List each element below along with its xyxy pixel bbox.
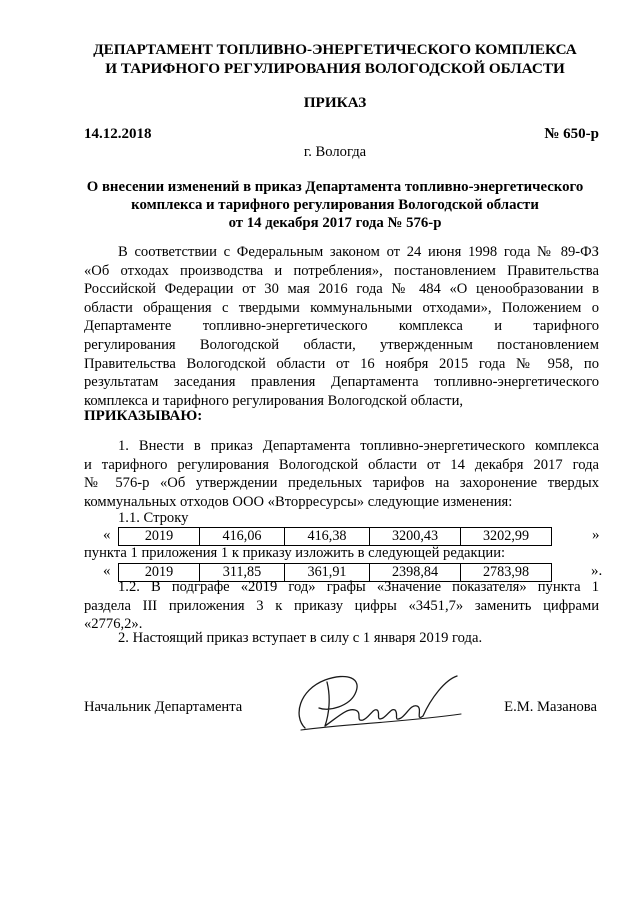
table-cell: 2398,84: [370, 564, 461, 582]
quote-close-dot: ».: [591, 563, 603, 579]
subject-line-1: О внесении изменений в приказ Департамента топливно-энергетического: [86, 179, 584, 195]
preamble-line: Правительства Вологодской области от 16 ноября 2015 года № 958, по: [84, 355, 599, 372]
quote-close: »: [592, 527, 600, 543]
preamble-line: Российской Федерации от 30 мая 2016 года № 484 «О ценообразовании в: [84, 281, 599, 298]
preamble-line: комплекса и тарифного регулирования Вологодской области,: [84, 392, 464, 409]
doc-date: 14.12.2018: [84, 126, 152, 142]
handwritten-signature: [285, 668, 465, 740]
item-1-line: № 576-р «Об утверждении предельных тарифов на захоронение твердых: [84, 475, 599, 492]
preamble-line: В соответствии с Федеральным законом от 24 июня 1998 года № 89-ФЗ: [118, 244, 599, 260]
item-1-2-line: раздела III приложения 3 к приказу цифры «3451,7» заменить цифрами: [84, 597, 599, 614]
item-1-2-line: 1.2. В подграфе «2019 год» графы «Значение показателя» пункта 1: [118, 579, 599, 595]
preamble-line: «Об отходах производства и потребления», постановлением Правительства: [84, 262, 599, 279]
table-cell: 2783,98: [461, 564, 552, 582]
item-1-line: и тарифного регулирования Вологодской области от 14 декабря 2017 года: [84, 456, 599, 473]
item-1-line: 1. Внести в приказ Департамента топливно-энергетического комплекса: [118, 438, 599, 454]
table-row: [119, 528, 552, 546]
signature-position: Начальник Департамента: [84, 699, 243, 715]
table-cell: 416,06: [200, 528, 285, 546]
order-word: ПРИКАЗЫВАЮ:: [84, 408, 203, 424]
header-line-1: ДЕПАРТАМЕНТ ТОПЛИВНО-ЭНЕРГЕТИЧЕСКОГО КОМПЛЕКСА: [93, 41, 577, 58]
old-values-table: [118, 527, 552, 546]
item-1-2-paragraph: [84, 578, 599, 634]
preamble-line: области обращения с твердыми коммунальными отходами», Положением о: [84, 299, 599, 316]
table-cell: 3200,43: [370, 528, 461, 546]
doc-type: ПРИКАЗ: [303, 94, 367, 111]
table-cell: 416,38: [285, 528, 370, 546]
between-tables-text: пункта 1 приложения 1 к приказу изложить в следующей редакции:: [84, 545, 506, 561]
preamble-line: Департаменте топливно-энергетического комплекса и тарифного: [84, 318, 599, 335]
header-line-2: И ТАРИФНОГО РЕГУЛИРОВАНИЯ ВОЛОГОДСКОЙ ОБЛАСТИ: [105, 60, 565, 77]
table-cell: 2019: [119, 528, 200, 546]
item-2-text: 2. Настоящий приказ вступает в силу с 1 января 2019 года.: [118, 630, 483, 646]
doc-city: г. Вологда: [303, 144, 367, 160]
doc-number: № 650-р: [544, 126, 599, 142]
table-cell: 361,91: [285, 564, 370, 582]
item-1-paragraph: [84, 437, 599, 511]
item-1-line: коммунальных отходов ООО «Вторресурсы» следующие изменения:: [84, 493, 513, 510]
preamble-line: регулирования Вологодской области, утвержденным постановлением: [84, 336, 599, 353]
table-cell: 3202,99: [461, 528, 552, 546]
signature-name: Е.М. Мазанова: [504, 699, 597, 715]
table-cell: 311,85: [200, 564, 285, 582]
item-1-1-label: 1.1. Строку: [118, 510, 189, 526]
subject-line-3: от 14 декабря 2017 года № 576-р: [228, 215, 442, 231]
preamble-line: результатам заседания правления Департамента топливно-энергетического: [84, 374, 599, 391]
quote-open: «: [103, 527, 111, 543]
preamble-paragraph: [84, 243, 599, 410]
item-1-2-line: «2776,2».: [84, 616, 143, 633]
table-cell: 2019: [119, 564, 200, 582]
subject-line-2: комплекса и тарифного регулирования Вологодской области: [131, 197, 539, 213]
quote-open: «: [103, 563, 111, 579]
